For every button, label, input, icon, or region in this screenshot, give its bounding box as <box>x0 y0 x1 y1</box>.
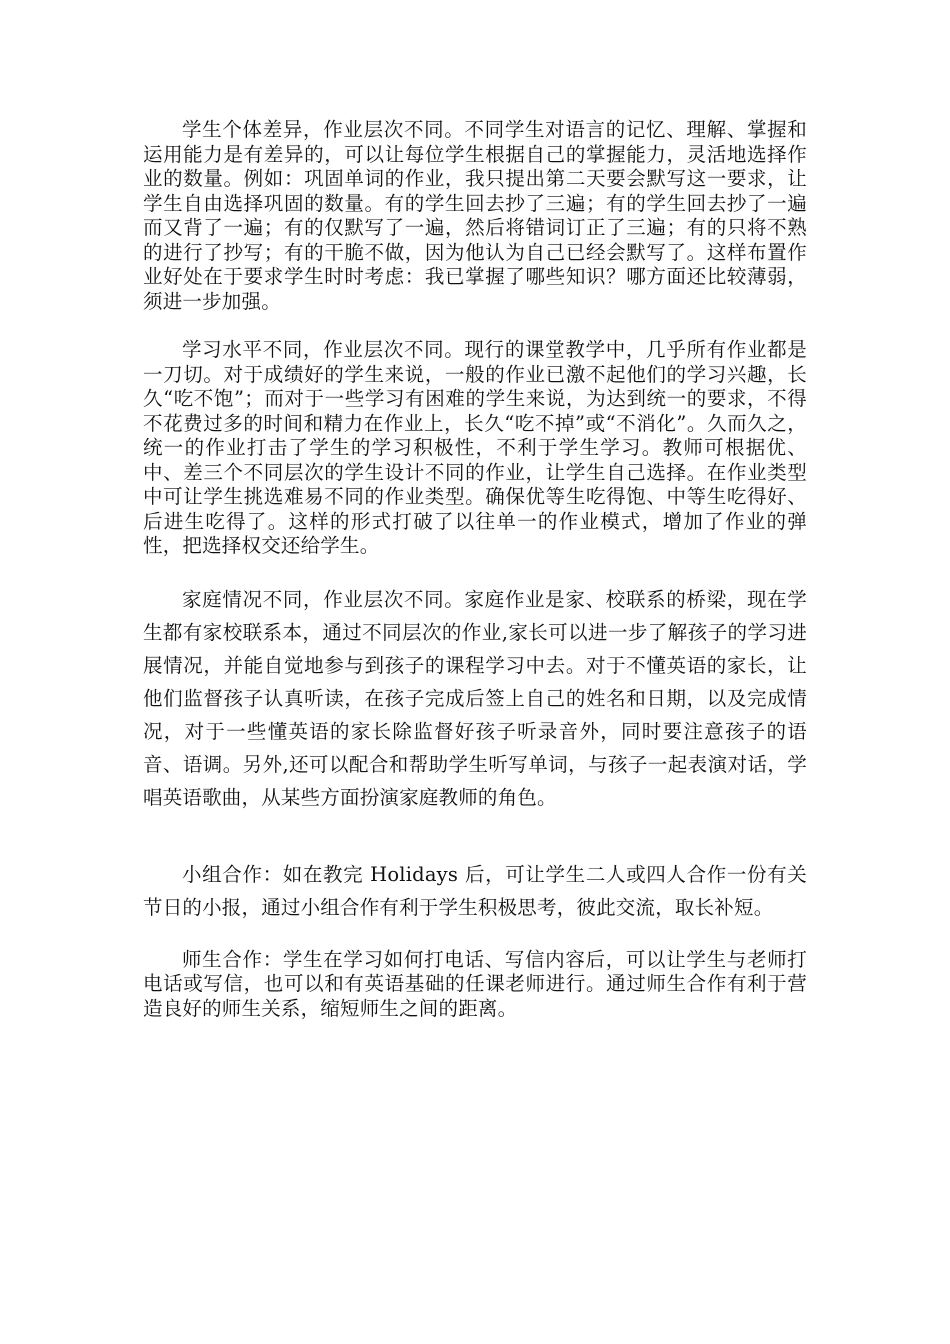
paragraph-teacher-student-cooperation: 师生合作：学生在学习如何打电话、写信内容后，可以让学生与老师打电话或写信，也可以和有英语基础的任课老师进行。通过师生合作有利于营造良好的师生关系，缩短师生之间的距离。 <box>143 947 807 1020</box>
paragraph-learning-levels: 学习水平不同，作业层次不同。现行的课堂教学中，几乎所有作业都是一刀切。对于成绩好的学生来说，一般的作业已激不起他们的学习兴趣，长久“吃不饱”；而对于一些学习有困难的学生来说，为达到统一的要求，不得不花费过多的时间和精力在作业上，长久“吃不掉”或“不消化”。久而久之，统一的作业打击了学生的学习积极性，不利于学生学习。教师可根据优、中、差三个不同层次的学生设计不同的作业，让学生自己选择。在作业类型中可让学生挑选难易不同的作业类型。确保优等生吃得饱、中等生吃得好、后进生吃得了。这样的形式打破了以往单一的作业模式，增加了作业的弹性，把选择权交还给学生。 <box>143 338 807 557</box>
paragraph-group-cooperation: 小组合作：如在教完 Holidays 后，可让学生二人或四人合作一份有关节日的小报，通过小组合作有利于学生积极思考，彼此交流，取长补短。 <box>143 862 807 919</box>
paragraph-individual-differences: 学生个体差异，作业层次不同。不同学生对语言的记忆、理解、掌握和运用能力是有差异的，可以让每位学生根据自己的掌握能力，灵活地选择作业的数量。例如：巩固单词的作业，我只提出第二天要会默写这一要求，让学生自由选择巩固的数量。有的学生回去抄了三遍；有的学生回去抄了一遍而又背了一遍；有的仅默写了一遍，然后将错词订正了三遍；有的只将不熟的进行了抄写；有的干脆不做，因为他认为自己已经会默写了。这样布置作业好处在于要求学生时时考虑：我已掌握了哪些知识？哪方面还比较薄弱，须进一步加强。 <box>143 118 807 313</box>
paragraph-family-situation: 家庭情况不同，作业层次不同。家庭作业是家、校联系的桥梁，现在学生都有家校联系本，通过不同层次的作业,家长可以进一步了解孩子的学习进展情况，并能自觉地参与到孩子的课程学习中去。对于不懂英语的家长，让他们监督孩子认真听读，在孩子完成后签上自己的姓名和日期，以及完成情况，对于一些懂英语的家长除监督好孩子听录音外，同时要注意孩子的语音、语调。另外,还可以配合和帮助学生听写单词，与孩子一起表演对话，学唱英语歌曲，从某些方面扮演家庭教师的角色。 <box>143 587 807 809</box>
document-body <box>143 118 807 1045</box>
